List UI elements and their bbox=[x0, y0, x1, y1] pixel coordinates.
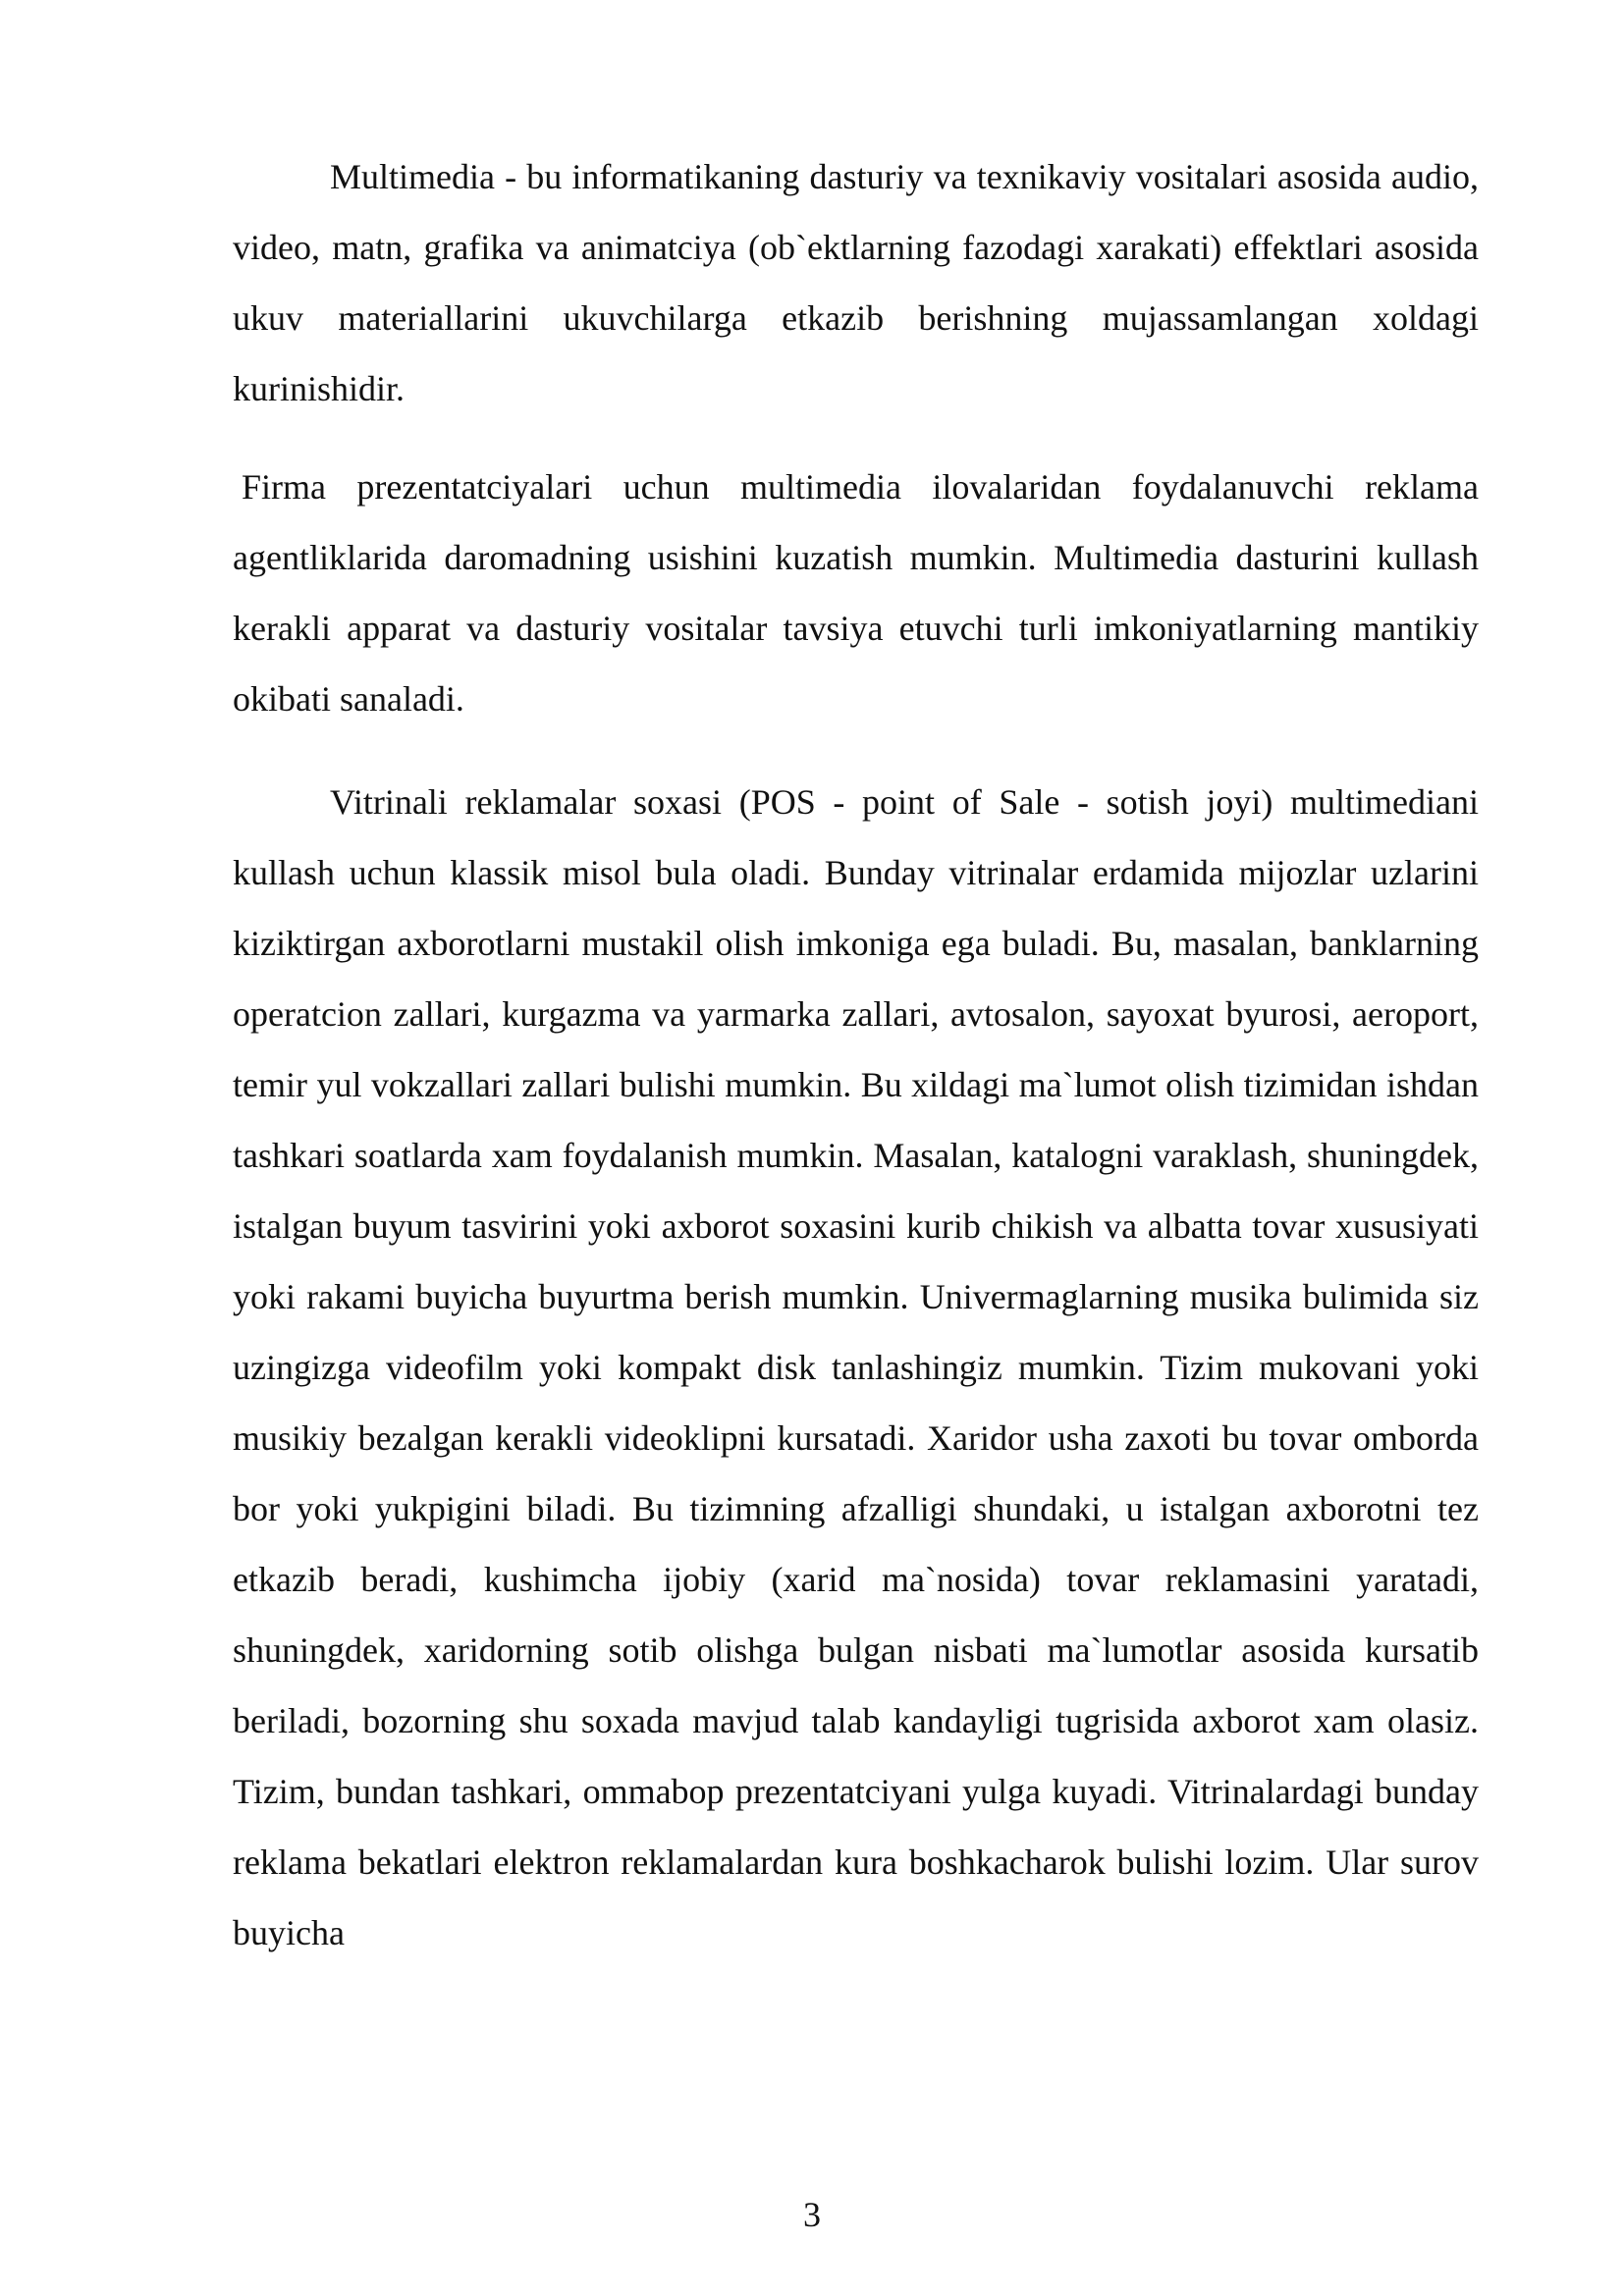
body-text bbox=[233, 141, 1479, 1968]
paragraph-firm-presentations: Firma prezentatciyalari uchun multimedia ilovalaridan foydalanuvchi reklama agentliklarida daromadning usishini kuzatish mumkin. Multimedia dasturini kullash kerakli apparat va dasturiy vositalar tavsiya etuvchi turli imkoniyatlarning mantikiy okibati sanaladi. bbox=[233, 467, 1479, 719]
paragraph-showcase-advertising: Vitrinali reklamalar soxasi (POS - point of Sale - sotish joyi) multimediani kullash uchun klassik misol bula oladi. Bunday vitrinalar erdamida mijozlar uzlarini kiziktirgan axborotlarni mustakil olish imkoniga ega buladi. Bu, masalan, banklarning operatcion zallari, kurgazma va yarmarka zallari, avtosalon, sayoxat byurosi, aeroport, temir yul vokzallari zallari bulishi mumkin. Bu xildagi ma`lumot olish tizimidan ishdan tashkari soatlarda xam foydalanish mumkin. Masalan, katalogni varaklash, shuningdek, istalgan buyum tasvirini yoki axborot soxasini kurib chikish va albatta tovar xususiyati yoki rakami buyicha buyurtma berish mumkin. Univermaglarning musika bulimida siz uzingizga videofilm yoki kompakt disk tanlashingiz mumkin. Tizim mukovani yoki musikiy bezalgan kerakli videoklipni kursatadi. Xaridor usha zaxoti bu tovar omborda bor yoki yukpigini biladi. Bu tizimning afzalligi shundaki, u istalgan axborotni tez etkazib beradi, kushimcha ijobiy (xarid ma`nosida) tovar reklamasini yaratadi, shuningdek, xaridorning sotib olishga bulgan nisbati ma`lumotlar asosida kursatib beriladi, bozorning shu soxada mavjud talab kandayligi tugrisida axborot xam olasiz. Tizim, bundan tashkari, ommabop prezentatciyani yulga kuyadi. Vitrinalardagi bunday reklama bekatlari elektron reklamalardan kura boshkacharok bulishi lozim. Ular surov buyicha bbox=[233, 782, 1479, 1952]
page-number: 3 bbox=[803, 2195, 821, 2234]
paragraph-multimedia-definition: Multimedia - bu informatikaning dasturiy va texnikaviy vositalari asosida audio, video, matn, grafika va animatciya (ob`ektlarning fazodagi xarakati) effektlari asosida ukuv materiallarini ukuvchilarga etkazib berishning mujassamlangan xoldagi kurinishidir. bbox=[233, 157, 1479, 408]
